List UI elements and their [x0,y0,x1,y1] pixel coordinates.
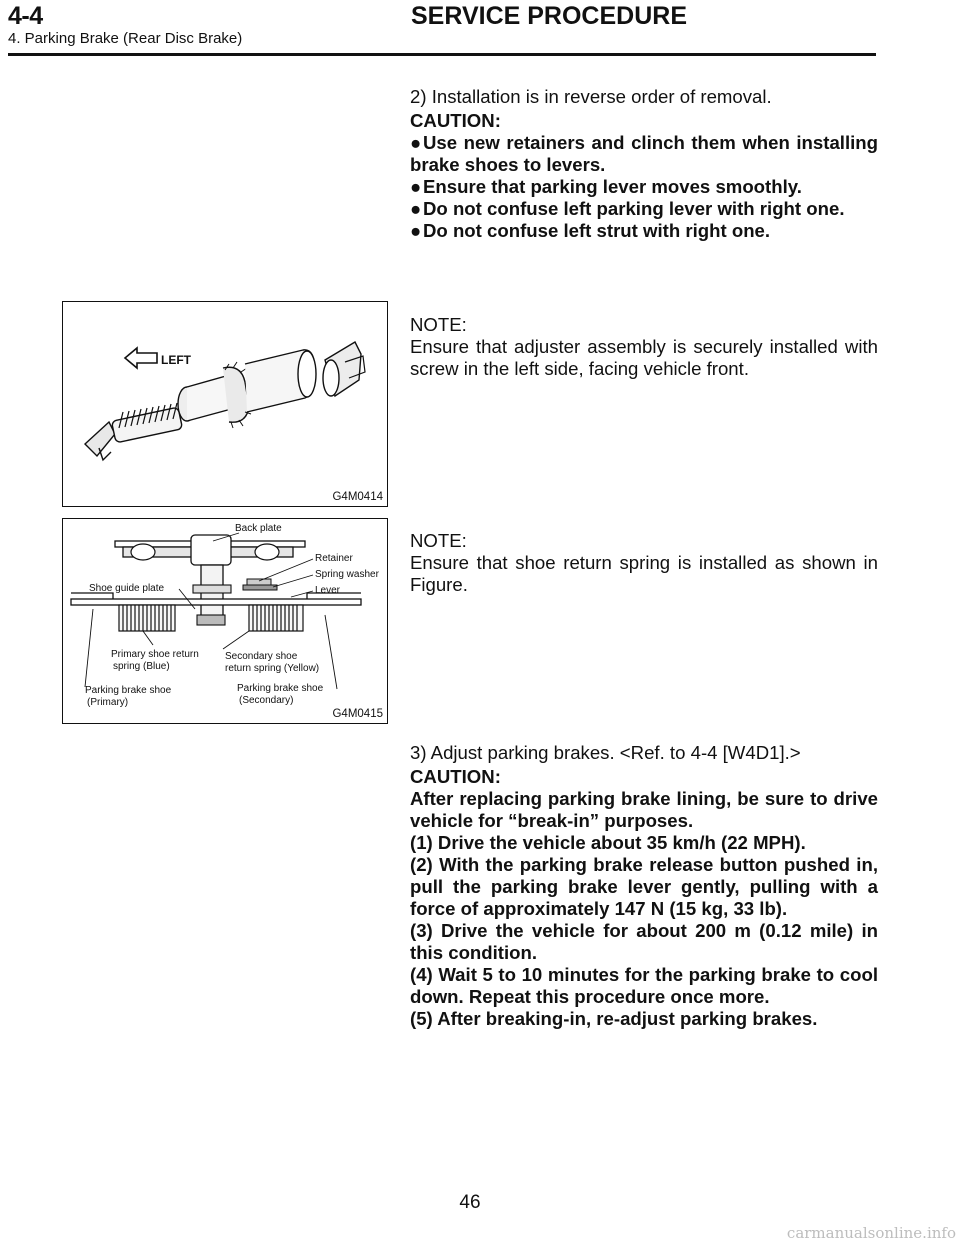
return-spring-illustration [63,519,387,723]
header-rule [8,53,876,56]
label-secondary-return-2: return spring (Yellow) [225,663,320,674]
label-lever: Lever [315,585,341,596]
note-1-label: NOTE: [410,314,467,335]
label-primary-return-1: Primary shoe return [111,649,199,660]
bullet-icon: ● [410,198,422,219]
caution-bullet-2 [410,176,878,198]
section-number: 4-4 [8,2,43,30]
figure-return-spring [62,518,388,724]
label-pbs-primary-1: Parking brake shoe [85,685,172,696]
bullet-icon: ● [410,220,422,241]
label-primary-return-2: spring (Blue) [113,661,170,672]
caution-line-6: (5) After breaking-in, re-adjust parking brakes. [410,1008,818,1029]
caution-line-3: (2) With the parking brake release button pushed in, pull the parking brake lever gently, pulling with a force of approximately 147 N (15 kg, 33 lb). [410,854,878,919]
shoe-web-line [71,599,361,605]
label-shoe-guide-plate: Shoe guide plate [89,583,165,594]
page-number: 46 [459,1192,481,1213]
caution-bullet-text: Do not confuse left strut with right one. [423,220,771,241]
back-plate-icon [115,535,305,565]
caution-bullet-4 [410,220,878,242]
watermark: carmanualsonline.info [786,1224,956,1242]
secondary-return-spring-icon [249,605,303,631]
label-secondary-return-1: Secondary shoe [225,651,298,662]
adjuster-sleeve-icon [245,350,316,412]
caution-bullet-text: Do not confuse left parking lever with right one. [423,198,845,219]
page-title: SERVICE PROCEDURE [411,2,687,30]
figure-id: G4M0415 [332,708,383,720]
step-2-caution-label: CAUTION: [410,110,501,131]
figure-id: G4M0414 [332,491,383,503]
note-2-text: Ensure that shoe return spring is installed as shown in Figure. [410,552,878,595]
caution-line-5: (4) Wait 5 to 10 minutes for the parking brake to cool down. Repeat this procedure once more. [410,964,878,1007]
step-3-caution-label: CAUTION: [410,766,501,787]
label-back-plate: Back plate [235,523,282,534]
step-2-text: 2) Installation is in reverse order of removal. [410,86,772,107]
caution-bullet-text: Ensure that parking lever moves smoothly. [423,176,802,197]
bullet-icon: ● [410,132,422,153]
left-arrow-icon [125,348,157,368]
note-1-text: Ensure that adjuster assembly is securely installed with screw in the left side, facing vehicle front. [410,336,878,379]
left-label: LEFT [161,353,191,367]
caution-line-2: (1) Drive the vehicle about 35 km/h (22 MPH). [410,832,806,853]
primary-return-spring-icon [119,605,175,631]
adjuster-nut-icon [178,362,253,428]
bullet-icon: ● [410,176,422,197]
caution-line-1: After replacing parking brake lining, be sure to drive vehicle for “break-in” purposes. [410,788,878,831]
section-subtitle: 4. Parking Brake (Rear Disc Brake) [8,30,243,47]
label-pbs-secondary-1: Parking brake shoe [237,683,324,694]
screw-icon [85,403,183,460]
label-pbs-primary-2: (Primary) [87,697,129,708]
adjuster-illustration [63,302,387,506]
caution-bullet-1 [410,132,878,176]
label-retainer: Retainer [315,553,353,564]
step-3-text: 3) Adjust parking brakes. <Ref. to 4-4 [W4D1].> [410,742,801,763]
figure-adjuster-assembly [62,301,388,507]
caution-bullet-3 [410,198,878,220]
adjuster-end-cap-icon [323,342,365,396]
caution-line-4: (3) Drive the vehicle for about 200 m (0.12 mile) in this condition. [410,920,878,963]
label-spring-washer: Spring washer [315,569,379,580]
note-2-label: NOTE: [410,530,467,551]
caution-bullet-text: Use new retainers and clinch them when installing brake shoes to levers. [410,132,878,175]
label-pbs-secondary-2: (Secondary) [239,695,294,706]
